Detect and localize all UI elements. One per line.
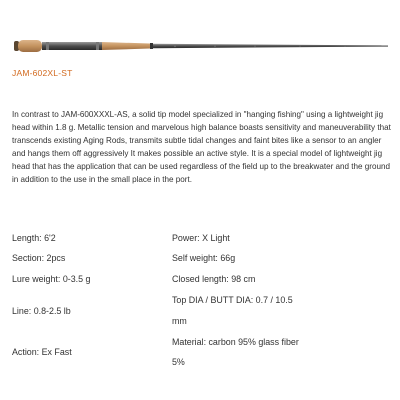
rod-fore-grip (102, 42, 150, 50)
rod-blank (153, 44, 388, 48)
spec-material-line2: 5% (172, 357, 185, 367)
rod-reel-seat (42, 42, 102, 50)
spec-self-weight: Self weight: 66g (172, 253, 236, 263)
spec-material-line1: Material: carbon 95% glass fiber (172, 337, 299, 347)
spec-lure-weight: Lure weight: 0-3.5 g (12, 274, 91, 284)
spec-dia-line1: Top DIA / BUTT DIA: 0.7 / 10.5 (172, 295, 293, 305)
product-description: In contrast to JAM-600XXXL-AS, a solid tip model specialized in "hanging fishing" using a lightweight jig head within 1.8 g. Metallic tension and marvelous high balance boasts sensitivity and maneuverability that transcends existing Aging Rods, transmits subtle tidal changes and faint bites like a sensor to an angler and hangs them off aggressively It makes possible an active style. It is a special model of lightweight jig head that has the application that can be used regardless of the field up to the breakwater and the ground in addition to the use in the small place in the port. (12, 110, 391, 184)
spec-action: Action: Ex Fast (12, 347, 72, 357)
spec-dia-line2: mm (172, 316, 187, 326)
spec-power: Power: X Light (172, 233, 230, 243)
spec-length: Length: 6'2 (12, 233, 56, 243)
fishing-rod-image (0, 30, 400, 70)
rod-rear-grip (18, 40, 42, 52)
spec-section: Section: 2pcs (12, 253, 66, 263)
model-label: JAM-602XL-ST (12, 68, 73, 78)
spec-line: Line: 0.8-2.5 lb (12, 306, 71, 316)
spec-closed-length: Closed length: 98 cm (172, 274, 256, 284)
